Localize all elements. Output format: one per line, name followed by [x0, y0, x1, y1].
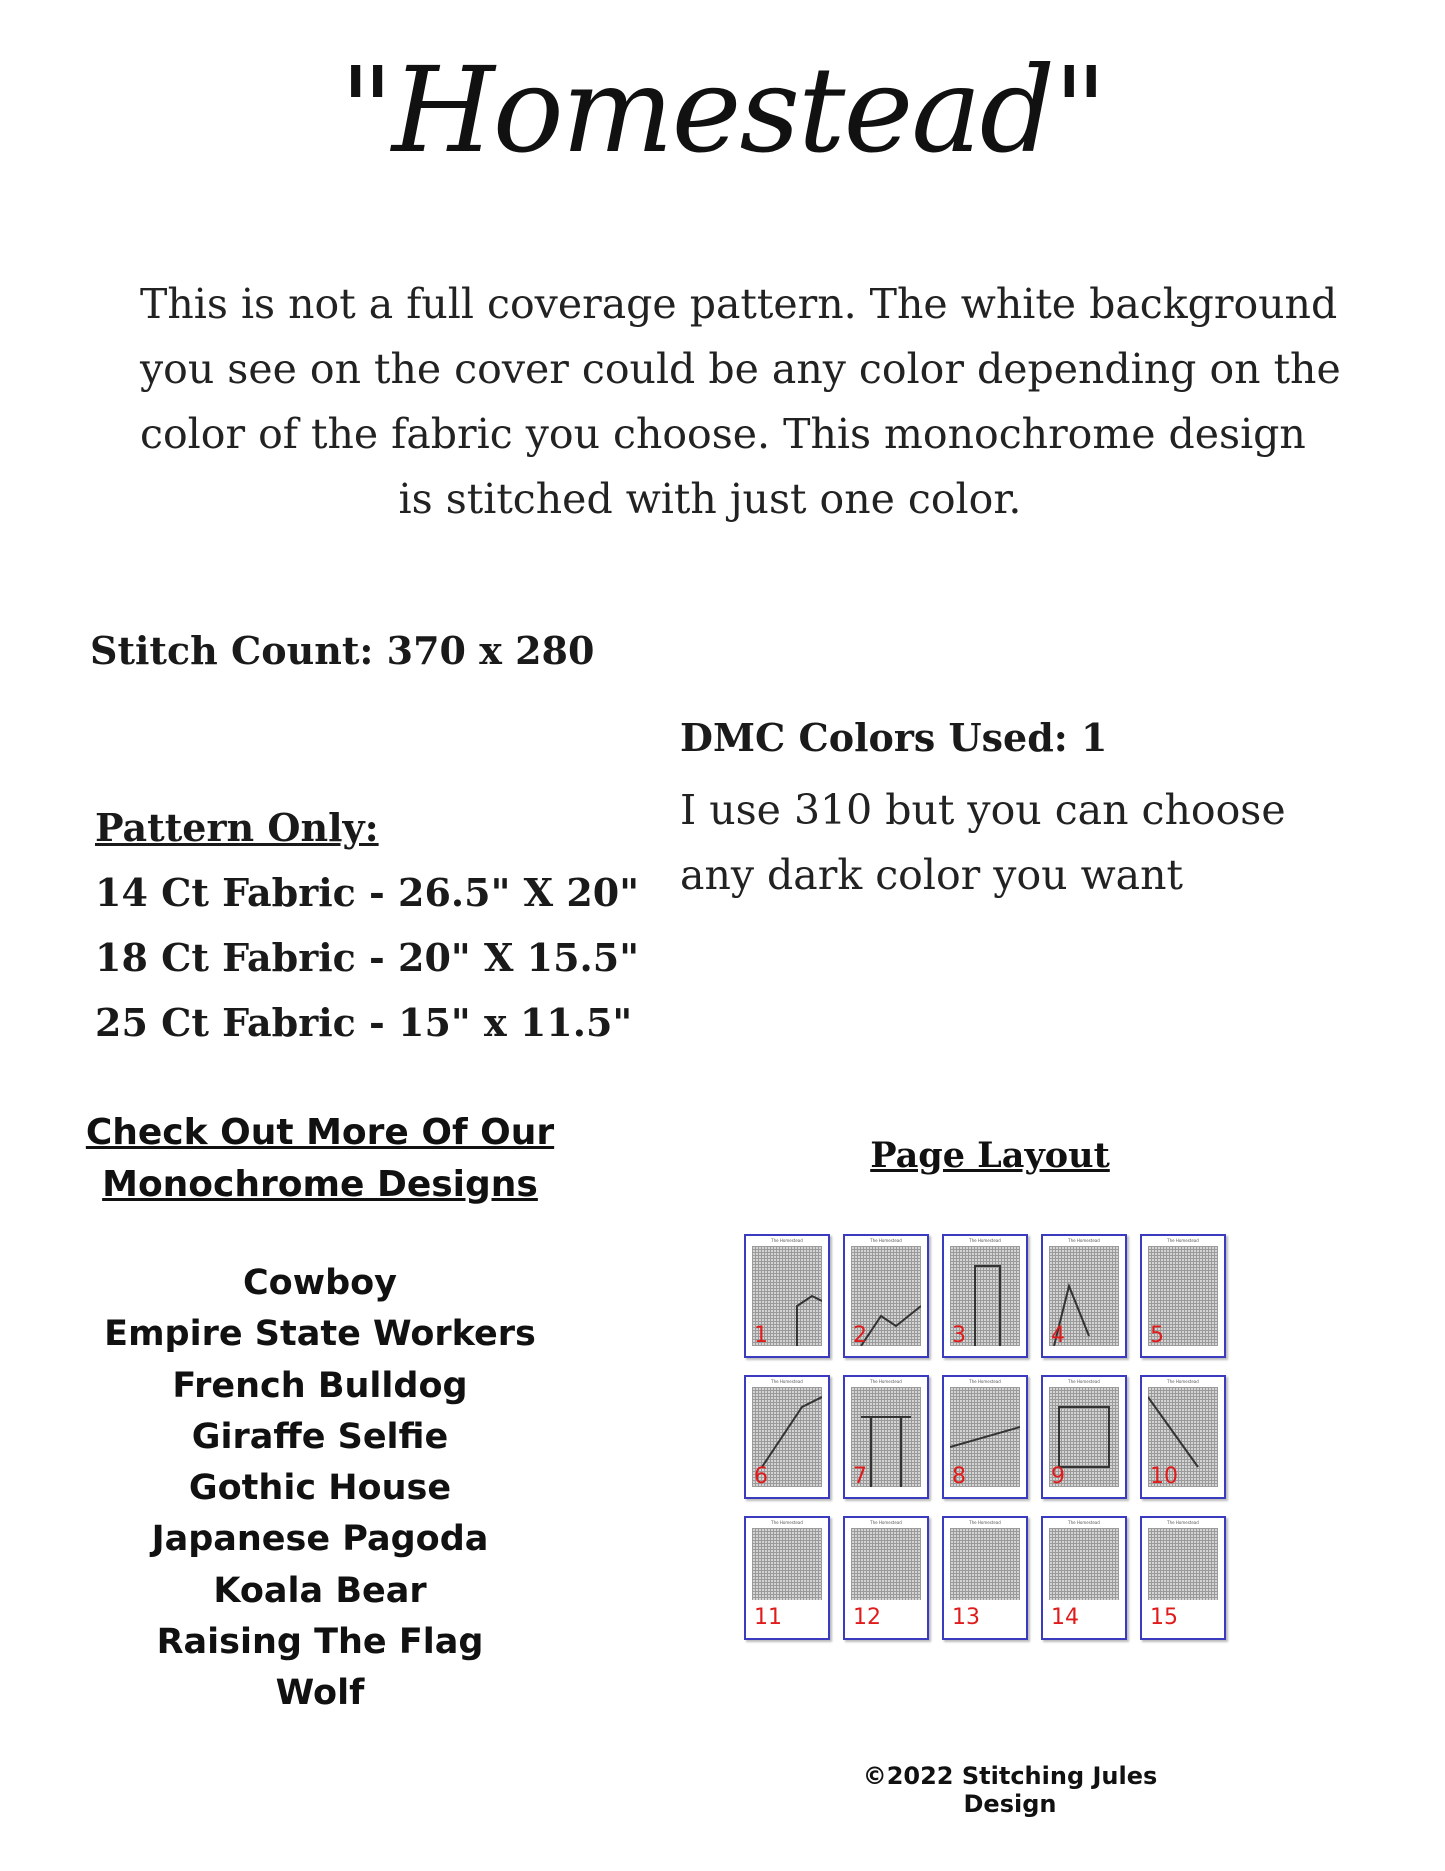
page-caption: The Homestead — [1167, 1520, 1199, 1525]
layout-page-thumbnail — [843, 1516, 929, 1640]
page-number: 10 — [1150, 1464, 1178, 1489]
chart-preview — [1049, 1528, 1119, 1600]
page-caption: The Homestead — [1167, 1379, 1199, 1384]
more-designs-heading-line: Monochrome Designs — [102, 1164, 538, 1205]
page-caption: The Homestead — [771, 1238, 803, 1243]
design-item: Japanese Pagoda — [151, 1519, 489, 1560]
layout-page-thumbnail — [942, 1516, 1028, 1640]
page-layout-grid — [744, 1234, 1234, 1642]
intro-line: This is not a full coverage pattern. The white background — [140, 280, 1338, 328]
chart-preview — [950, 1528, 1020, 1600]
page-number: 7 — [853, 1464, 867, 1489]
page-caption: The Homestead — [1167, 1238, 1199, 1243]
layout-page-thumbnail — [744, 1516, 830, 1640]
layout-page-thumbnail — [744, 1234, 830, 1358]
copyright-footer: ©2022 Stitching Jules Design — [862, 1762, 1158, 1818]
layout-page-thumbnail — [942, 1375, 1028, 1499]
design-item: Gothic House — [188, 1468, 452, 1509]
chart-preview — [1148, 1528, 1218, 1600]
page-caption: The Homestead — [1068, 1379, 1100, 1384]
page-caption: The Homestead — [870, 1379, 902, 1384]
page-caption: The Homestead — [870, 1238, 902, 1243]
layout-page-thumbnail — [942, 1234, 1028, 1358]
page-number: 8 — [952, 1464, 966, 1489]
layout-page-thumbnail — [1041, 1375, 1127, 1499]
intro-line: color of the fabric you choose. This monochrome design — [140, 410, 1306, 458]
layout-page-thumbnail — [1140, 1375, 1226, 1499]
layout-page-thumbnail — [1041, 1234, 1127, 1358]
design-item: French Bulldog — [172, 1365, 468, 1406]
stitch-count — [90, 628, 594, 673]
page-number: 9 — [1051, 1464, 1065, 1489]
design-item: Giraffe Selfie — [191, 1416, 449, 1457]
page-caption: The Homestead — [771, 1379, 803, 1384]
pattern-title: "Homestead" — [339, 41, 1106, 179]
page-number: 4 — [1051, 1323, 1065, 1348]
intro-line: is stitched with just one color. — [398, 475, 1022, 523]
fabric-size: 18 Ct Fabric - 20" X 15.5" — [95, 935, 640, 980]
page-number: 2 — [853, 1323, 867, 1348]
page-number: 3 — [952, 1323, 966, 1348]
design-item: Wolf — [275, 1673, 365, 1714]
page-number: 5 — [1150, 1323, 1164, 1348]
intro-paragraph — [140, 272, 1341, 532]
layout-page-thumbnail — [1140, 1234, 1226, 1358]
more-designs-heading-line: Check Out More Of Our — [85, 1112, 555, 1153]
dmc-colors-heading: DMC Colors Used: 1 — [680, 715, 1108, 760]
page-caption: The Homestead — [870, 1520, 902, 1525]
dmc-colors-note — [680, 778, 1286, 908]
layout-page-thumbnail — [1041, 1516, 1127, 1640]
page-caption: The Homestead — [969, 1238, 1001, 1243]
page-number: 12 — [853, 1605, 881, 1630]
page-number: 15 — [1150, 1605, 1178, 1630]
page-caption: The Homestead — [1068, 1238, 1100, 1243]
dmc-note-line: any dark color you want — [680, 851, 1183, 899]
design-item: Cowboy — [243, 1263, 397, 1303]
layout-page-thumbnail — [744, 1375, 830, 1499]
page-caption: The Homestead — [969, 1520, 1001, 1525]
fabric-size: 14 Ct Fabric - 26.5" X 20" — [95, 870, 640, 915]
layout-page-thumbnail — [843, 1375, 929, 1499]
stitch-count-label: Stitch Count: — [90, 628, 374, 673]
fabric-size: 25 Ct Fabric - 15" x 11.5" — [95, 1000, 633, 1045]
chart-preview — [752, 1528, 822, 1600]
page-number: 6 — [754, 1464, 768, 1489]
page-number: 14 — [1051, 1605, 1079, 1630]
page-number: 13 — [952, 1605, 980, 1630]
page-layout-heading: Page Layout — [870, 1135, 1110, 1176]
design-item: Empire State Workers — [104, 1314, 536, 1355]
design-item: Koala Bear — [213, 1570, 427, 1611]
pattern-only-heading: Pattern Only: — [95, 805, 379, 850]
dmc-note-line: I use 310 but you can choose — [680, 786, 1286, 834]
page-caption: The Homestead — [969, 1379, 1001, 1384]
page-caption: The Homestead — [1068, 1520, 1100, 1525]
page-caption: The Homestead — [771, 1520, 803, 1525]
intro-line: you see on the cover could be any color depending on the — [140, 345, 1341, 393]
layout-page-thumbnail — [1140, 1516, 1226, 1640]
more-designs-heading — [80, 1107, 560, 1211]
page-number: 11 — [754, 1605, 782, 1630]
stitch-count-value: 370 x 280 — [386, 628, 595, 673]
pattern-only-section — [95, 795, 639, 1055]
chart-preview — [851, 1528, 921, 1600]
designs-list — [80, 1258, 560, 1720]
layout-page-thumbnail — [843, 1234, 929, 1358]
page-number: 1 — [754, 1323, 768, 1348]
design-item: Raising The Flag — [156, 1622, 484, 1663]
